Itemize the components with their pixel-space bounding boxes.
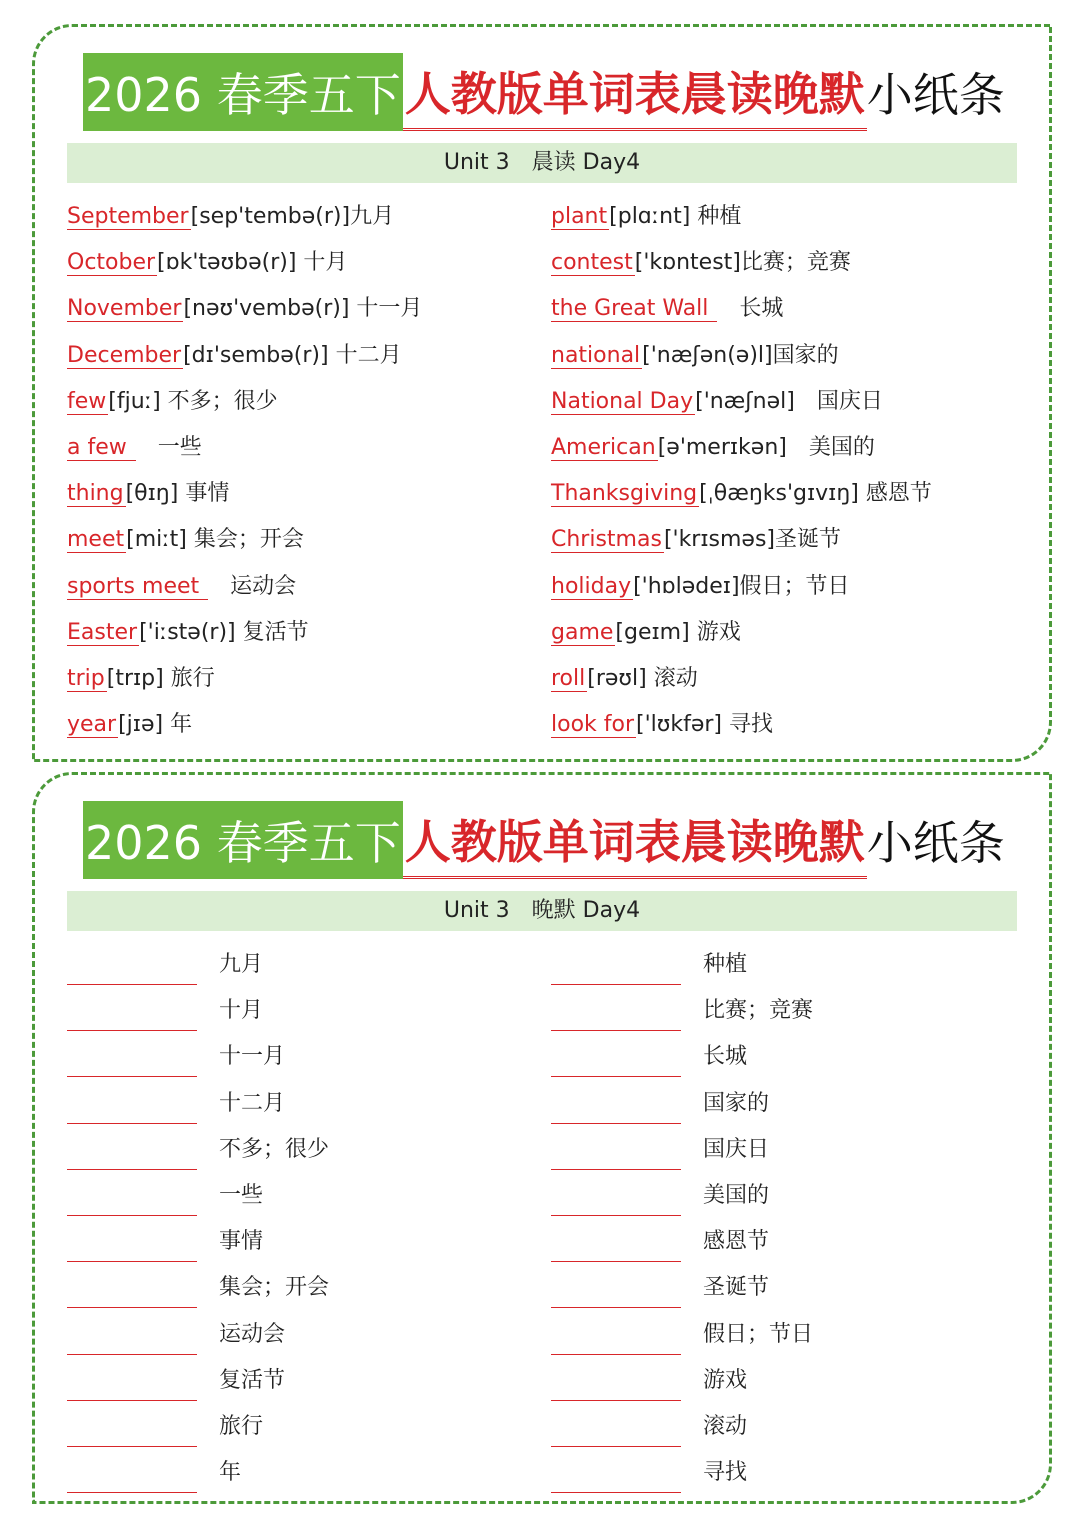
vocab-row — [67, 705, 537, 751]
chinese-meaning: 感恩节 — [703, 1229, 770, 1255]
answer-blank[interactable] — [67, 1279, 197, 1308]
answer-blank[interactable] — [67, 1464, 197, 1493]
english-word: the Great Wall — [551, 296, 716, 322]
answer-blank[interactable] — [551, 1002, 681, 1031]
chinese-meaning: 一些 — [219, 1182, 264, 1208]
english-word: October — [67, 250, 156, 276]
vocab-row — [551, 197, 1021, 243]
chinese-meaning: 十一月 — [349, 296, 423, 322]
answer-blank[interactable] — [67, 1418, 197, 1447]
english-word: national — [551, 342, 641, 368]
english-word: December — [67, 342, 182, 368]
english-word: look for — [551, 712, 635, 738]
vocab-row — [551, 474, 1021, 520]
vocab-row — [551, 705, 1021, 751]
dictation-column-left — [67, 945, 537, 1499]
english-word: plant — [551, 204, 608, 229]
vocab-row — [551, 336, 1021, 382]
english-word: year — [67, 712, 117, 738]
english-word: holiday — [551, 573, 632, 599]
chinese-meaning: 不多；很少 — [160, 388, 278, 414]
english-word: National Day — [551, 388, 694, 414]
phonetic: [dɪ'sembə(r)] — [183, 342, 329, 368]
vocab-row — [67, 336, 537, 382]
evening-dictation-card — [32, 772, 1052, 1504]
vocab-row — [67, 382, 537, 428]
answer-blank[interactable] — [67, 956, 197, 985]
phonetic: [nəʊ'vembə(r)] — [183, 296, 350, 322]
chinese-meaning: 种植 — [690, 204, 742, 229]
english-word: Thanksgiving — [551, 481, 698, 507]
answer-blank[interactable] — [551, 1141, 681, 1170]
english-word: Christmas — [551, 527, 662, 553]
phonetic: [geɪm] — [615, 619, 690, 645]
phonetic: ['hɒlədeɪ] — [633, 573, 740, 599]
vocab-row — [67, 197, 537, 243]
english-word: contest — [551, 250, 633, 276]
answer-blank[interactable] — [67, 1372, 197, 1401]
title-green-part: 2026 春季五下 — [83, 801, 403, 879]
chinese-meaning: 事情 — [178, 481, 230, 507]
dictation-row — [67, 991, 537, 1037]
answer-blank[interactable] — [551, 1048, 681, 1077]
answer-blank[interactable] — [551, 1326, 681, 1355]
answer-blank[interactable] — [551, 956, 681, 985]
chinese-meaning: 感恩节 — [858, 481, 932, 507]
phonetic: ['lʊkfər] — [636, 712, 722, 738]
dictation-row — [551, 1361, 1021, 1407]
morning-reading-card — [32, 24, 1052, 762]
chinese-meaning: 圣诞节 — [703, 1275, 770, 1301]
chinese-meaning: 运动会 — [219, 1321, 286, 1347]
vocab-row — [551, 659, 1021, 705]
chinese-meaning: 年 — [163, 712, 193, 738]
english-word: sports meet — [67, 573, 207, 599]
vocab-row — [551, 289, 1021, 335]
chinese-meaning: 假日；节日 — [703, 1321, 814, 1347]
chinese-meaning: 集会；开会 — [186, 527, 304, 553]
phonetic: [ə'merɪkən] — [657, 434, 787, 460]
title-green-part: 2026 春季五下 — [83, 53, 403, 131]
unit-subtitle: Unit 3 晨读 Day4 — [67, 143, 1017, 183]
phonetic: [trɪp] — [106, 665, 164, 691]
dictation-row — [551, 1407, 1021, 1453]
chinese-meaning: 不多；很少 — [219, 1136, 330, 1162]
card-title — [83, 53, 1005, 131]
phonetic: ['kɒntest] — [634, 250, 741, 276]
dictation-row — [67, 1176, 537, 1222]
chinese-meaning: 国庆日 — [794, 388, 883, 414]
chinese-meaning: 十二月 — [328, 342, 402, 368]
chinese-meaning: 九月 — [350, 204, 395, 229]
chinese-meaning: 复活节 — [235, 619, 309, 645]
vocab-row — [551, 520, 1021, 566]
english-word: roll — [551, 665, 586, 691]
english-word: September — [67, 204, 189, 229]
chinese-meaning: 年 — [219, 1460, 242, 1486]
dictation-row — [551, 1130, 1021, 1176]
answer-blank[interactable] — [551, 1372, 681, 1401]
dictation-row — [67, 1037, 537, 1083]
chinese-meaning: 国庆日 — [703, 1136, 770, 1162]
phonetic: [rəʊl] — [587, 665, 647, 691]
answer-blank[interactable] — [551, 1418, 681, 1447]
phonetic: ['iːstə(r)] — [139, 619, 236, 645]
chinese-meaning: 十月 — [296, 250, 348, 276]
chinese-meaning: 长城 — [717, 296, 784, 322]
phonetic: ['næʃnəl] — [695, 388, 795, 414]
chinese-meaning: 美国的 — [786, 434, 875, 460]
vocab-row — [67, 474, 537, 520]
chinese-meaning: 比赛；竞赛 — [703, 998, 814, 1024]
dictation-row — [67, 1130, 537, 1176]
unit-subtitle: Unit 3 晚默 Day4 — [67, 891, 1017, 931]
vocab-row — [67, 428, 537, 474]
title-red-part: 人教版单词表晨读晚默 — [403, 53, 867, 131]
english-word: trip — [67, 665, 105, 691]
chinese-meaning: 圣诞节 — [775, 527, 842, 553]
chinese-meaning: 旅行 — [163, 665, 215, 691]
vocab-row — [67, 567, 537, 613]
phonetic: [jɪə] — [118, 712, 164, 738]
phonetic: [ˌθæŋks'gɪvɪŋ] — [699, 481, 859, 507]
dictation-row — [551, 1453, 1021, 1499]
phonetic: [ɒk'təʊbə(r)] — [157, 250, 297, 276]
chinese-meaning: 寻找 — [722, 712, 773, 738]
dictation-row — [551, 1222, 1021, 1268]
chinese-meaning: 滚动 — [703, 1413, 748, 1439]
phonetic: [θɪŋ] — [125, 481, 179, 507]
english-word: November — [67, 296, 182, 322]
dictation-row — [551, 1268, 1021, 1314]
vocab-row — [551, 382, 1021, 428]
phonetic: ['krɪsməs] — [663, 527, 776, 553]
vocab-row — [67, 243, 537, 289]
title-red-part: 人教版单词表晨读晚默 — [403, 801, 867, 879]
english-word: American — [551, 434, 656, 460]
chinese-meaning: 游戏 — [703, 1367, 748, 1393]
chinese-meaning: 事情 — [219, 1229, 264, 1255]
chinese-meaning: 十一月 — [219, 1044, 286, 1070]
dictation-row — [551, 991, 1021, 1037]
answer-blank[interactable] — [551, 1464, 681, 1493]
chinese-meaning: 寻找 — [703, 1460, 748, 1486]
phonetic: [plɑːnt] — [609, 204, 691, 229]
english-word: game — [551, 619, 614, 645]
chinese-meaning: 美国的 — [703, 1182, 770, 1208]
phonetic: [fjuː] — [108, 388, 161, 414]
dictation-row — [67, 1084, 537, 1130]
title-black-part: 小纸条 — [866, 816, 1005, 870]
dictation-row — [551, 1084, 1021, 1130]
chinese-meaning: 比赛；竞赛 — [740, 250, 851, 276]
answer-blank[interactable] — [67, 1095, 197, 1124]
vocab-row — [551, 243, 1021, 289]
dictation-row — [67, 1453, 537, 1499]
chinese-meaning: 十月 — [219, 998, 264, 1024]
chinese-meaning: 复活节 — [219, 1367, 286, 1393]
vocab-row — [551, 567, 1021, 613]
answer-blank[interactable] — [551, 1187, 681, 1216]
title-black-part: 小纸条 — [866, 68, 1005, 122]
dictation-row — [67, 945, 537, 991]
english-word: thing — [67, 481, 124, 507]
vocab-row — [67, 659, 537, 705]
english-word: Easter — [67, 619, 138, 645]
chinese-meaning: 一些 — [135, 434, 202, 460]
chinese-meaning: 旅行 — [219, 1413, 264, 1439]
dictation-row — [551, 1037, 1021, 1083]
chinese-meaning: 集会；开会 — [219, 1275, 330, 1301]
vocab-row — [67, 520, 537, 566]
chinese-meaning: 国家的 — [703, 1090, 770, 1116]
english-word: few — [67, 388, 107, 414]
vocab-column-left — [67, 197, 537, 751]
chinese-meaning: 滚动 — [646, 665, 698, 691]
answer-blank[interactable] — [67, 1233, 197, 1262]
vocab-row — [67, 289, 537, 335]
answer-blank[interactable] — [67, 1326, 197, 1355]
answer-blank[interactable] — [67, 1187, 197, 1216]
chinese-meaning: 游戏 — [689, 619, 741, 645]
card-title — [83, 801, 1005, 879]
answer-blank[interactable] — [67, 1141, 197, 1170]
dictation-row — [67, 1407, 537, 1453]
vocab-column-right — [551, 197, 1021, 751]
dictation-row — [67, 1268, 537, 1314]
answer-blank[interactable] — [67, 1048, 197, 1077]
dictation-column-right — [551, 945, 1021, 1499]
answer-blank[interactable] — [551, 1095, 681, 1124]
dictation-row — [67, 1222, 537, 1268]
chinese-meaning: 国家的 — [772, 342, 839, 368]
vocab-row — [551, 428, 1021, 474]
answer-blank[interactable] — [551, 1279, 681, 1308]
dictation-row — [67, 1361, 537, 1407]
chinese-meaning: 假日；节日 — [739, 573, 850, 599]
dictation-row — [67, 1315, 537, 1361]
chinese-meaning: 十二月 — [219, 1090, 286, 1116]
phonetic: [miːt] — [126, 527, 187, 553]
phonetic: [sep'tembə(r)] — [190, 204, 351, 229]
chinese-meaning: 种植 — [703, 952, 748, 977]
english-word: meet — [67, 527, 125, 553]
dictation-row — [551, 945, 1021, 991]
vocab-row — [67, 613, 537, 659]
answer-blank[interactable] — [551, 1233, 681, 1262]
dictation-row — [551, 1176, 1021, 1222]
english-word: a few — [67, 434, 134, 460]
chinese-meaning: 长城 — [703, 1044, 748, 1070]
dictation-row — [551, 1315, 1021, 1361]
answer-blank[interactable] — [67, 1002, 197, 1031]
phonetic: ['næʃən(ə)l] — [642, 342, 773, 368]
chinese-meaning: 九月 — [219, 952, 264, 977]
chinese-meaning: 运动会 — [208, 573, 297, 599]
vocab-row — [551, 613, 1021, 659]
